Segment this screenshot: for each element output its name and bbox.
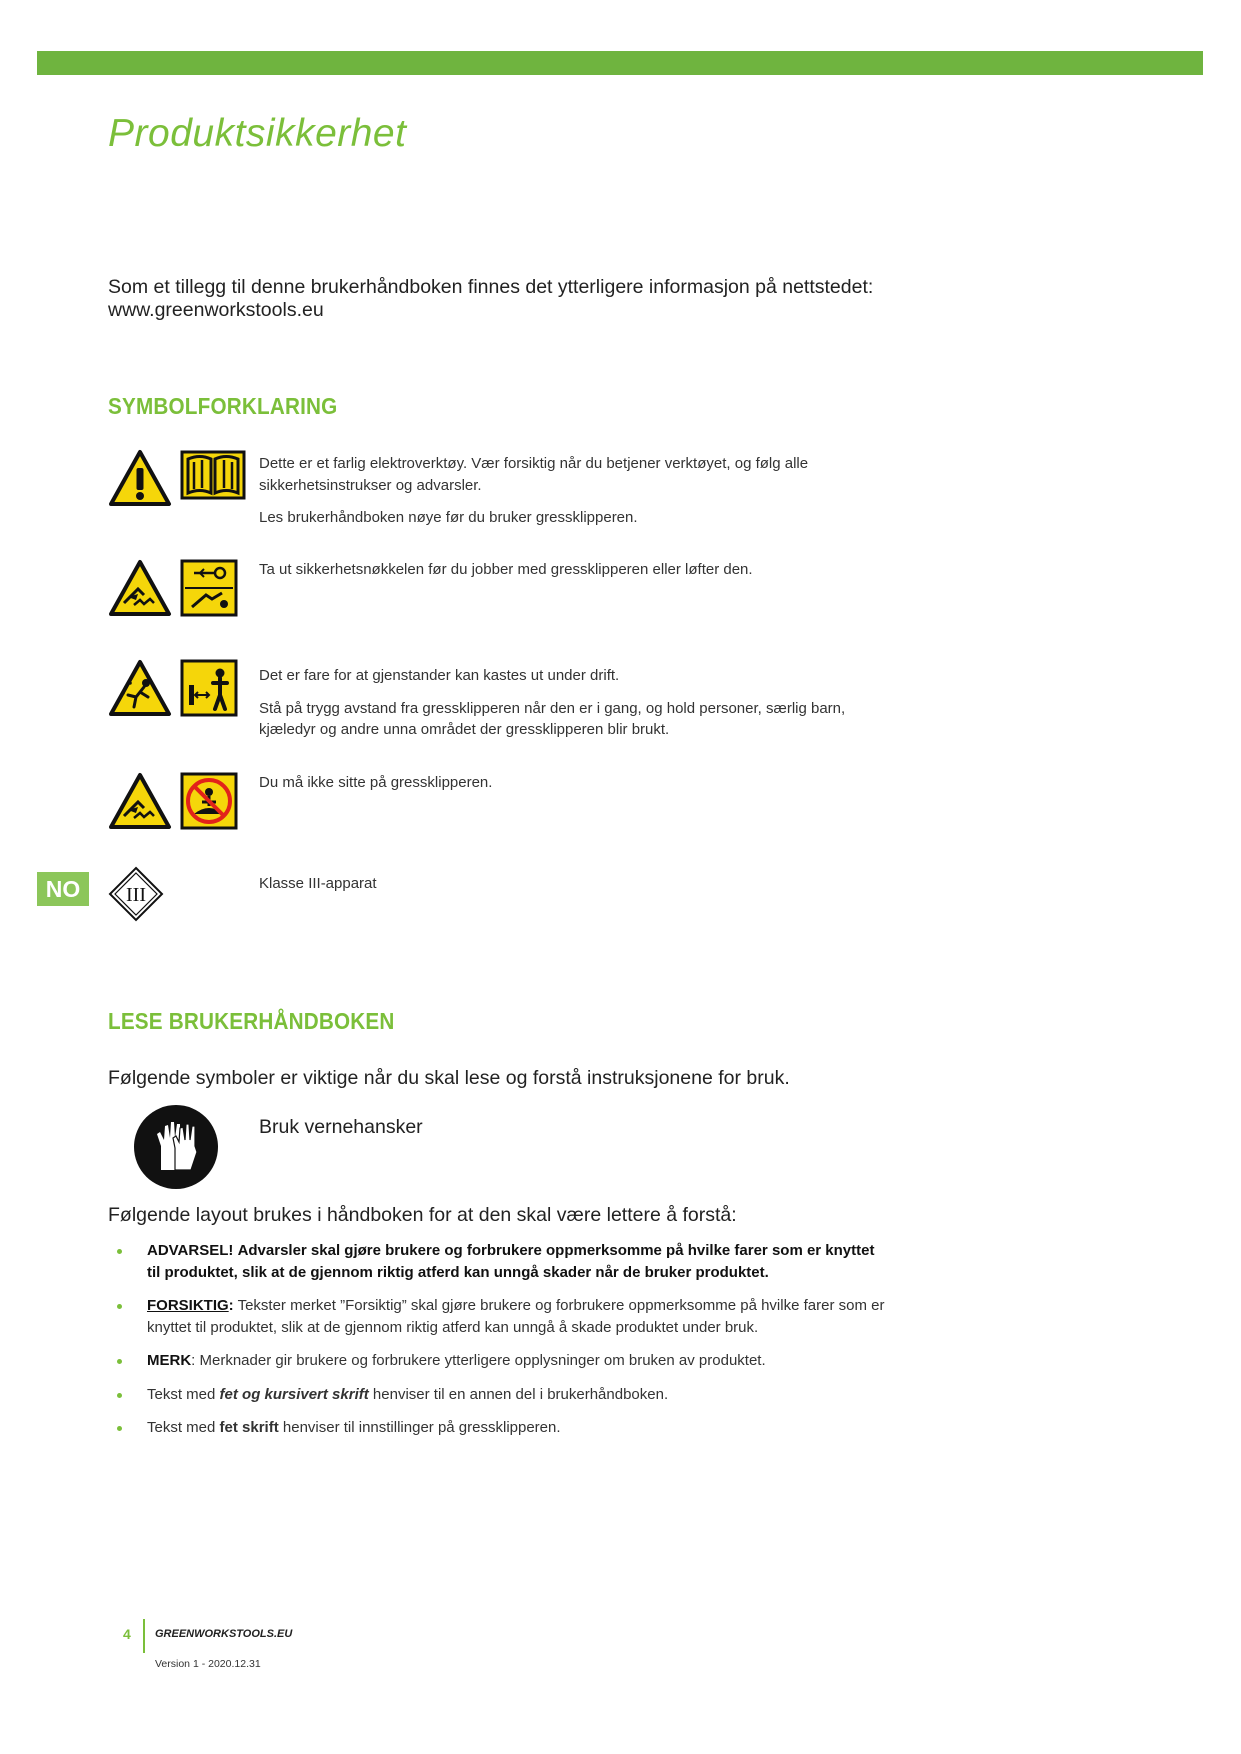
website-link[interactable]: www.greenworkstools.eu — [108, 299, 324, 321]
bold-italic-pre: Tekst med — [147, 1385, 220, 1403]
thrown-objects-warning-icon — [108, 659, 172, 717]
symbol-description: Stå på trygg avstand fra gressklipperen når den er i gang, og hold personer, særlig barn, kjæledyr og andre unna området der gressklipperen blir brukt. — [259, 699, 846, 738]
bold-pre: Tekst med — [147, 1419, 220, 1436]
keep-distance-icon — [180, 659, 238, 717]
top-brand-bar — [37, 51, 1203, 75]
warning-triangle-icon — [108, 449, 172, 507]
page-title: Produktsikkerhet — [108, 112, 407, 155]
warning-text: Advarsler skal gjøre brukere og forbrukere oppmerksomme på hvilke farer som er knyttet til produktet, slik at de gjennom riktig atferd kan unngå skader når de bruker produktet. — [147, 1242, 875, 1281]
list-item — [108, 1240, 888, 1283]
footer-site[interactable]: GREENWORKSTOOLS.EU — [155, 1628, 293, 1640]
list-item — [108, 1417, 888, 1439]
note-label: MERK — [147, 1352, 192, 1369]
page-number: 4 — [123, 1626, 131, 1642]
warning-label: ADVARSEL! — [147, 1242, 234, 1259]
bold-example: fet skrift — [219, 1419, 279, 1436]
footer-divider — [143, 1619, 145, 1653]
language-tab: NO — [37, 872, 89, 906]
read-manual-heading: LESE BRUKERHÅNDBOKEN — [108, 1008, 395, 1034]
blade-hazard-warning-icon — [108, 559, 172, 617]
layout-list — [108, 1240, 888, 1451]
caution-colon: : — [228, 1297, 234, 1314]
layout-intro: Følgende layout brukes i håndboken for at den skal være lettere å forstå: — [108, 1204, 737, 1226]
symbol-description: Dette er et farlig elektroverktøy. Vær forsiktig når du betjener verktøyet, og følg alle sikkerhetsinstrukser og advarsler. — [259, 455, 809, 494]
bullet-icon — [117, 1304, 122, 1309]
symbol-description: Les brukerhåndboken nøye før du bruker gressklipperen. — [259, 509, 638, 526]
intro-line: Som et tillegg til denne brukerhåndboken finnes det ytterligere informasjon på nettstedet: — [108, 276, 874, 298]
intro-text — [108, 276, 873, 322]
list-item — [108, 1295, 888, 1338]
class-iii-icon — [108, 866, 164, 922]
protective-gloves-icon — [133, 1104, 219, 1190]
symbol-description: Klasse III-apparat — [259, 875, 377, 892]
symbols-heading: SYMBOLFORKLARING — [108, 393, 338, 419]
bold-italic-example: fet og kursivert skrift — [219, 1385, 369, 1403]
list-item — [108, 1384, 888, 1406]
glove-label: Bruk vernehansker — [259, 1116, 423, 1138]
bullet-icon — [117, 1393, 122, 1398]
bullet-icon — [117, 1426, 122, 1431]
symbol-description: Du må ikke sitte på gressklipperen. — [259, 774, 493, 791]
class-iii-label: III — [126, 884, 146, 906]
no-riding-icon — [180, 772, 238, 830]
symbols-intro: Følgende symboler er viktige når du skal lese og forstå instruksjonene for bruk. — [108, 1067, 790, 1089]
blade-hazard-warning-icon — [108, 772, 172, 830]
remove-safety-key-icon — [180, 559, 238, 617]
caution-text: Tekster merket ”Forsiktig” skal gjøre brukere og forbrukere oppmerksomme på hvilke farer som er knyttet til produktet, slik at de gjennom riktig atferd kan unngå å skade produktet under bruk. — [147, 1297, 885, 1336]
bullet-icon — [117, 1249, 122, 1254]
bullet-icon — [117, 1359, 122, 1364]
bold-italic-post: henviser til en annen del i brukerhåndboken. — [368, 1385, 669, 1403]
symbol-description: Ta ut sikkerhetsnøkkelen før du jobber med gressklipperen eller løfter den. — [259, 561, 753, 578]
footer-version: Version 1 - 2020.12.31 — [155, 1658, 261, 1670]
symbol-description: Det er fare for at gjenstander kan kastes ut under drift. — [259, 667, 620, 684]
caution-label: FORSIKTIG — [147, 1297, 229, 1314]
bold-post: henviser til innstillinger på gressklipperen. — [278, 1419, 561, 1436]
list-item — [108, 1350, 888, 1372]
note-text: : Merknader gir brukere og forbrukere ytterligere opplysninger om bruken av produktet. — [191, 1352, 766, 1369]
read-manual-icon — [180, 449, 246, 501]
